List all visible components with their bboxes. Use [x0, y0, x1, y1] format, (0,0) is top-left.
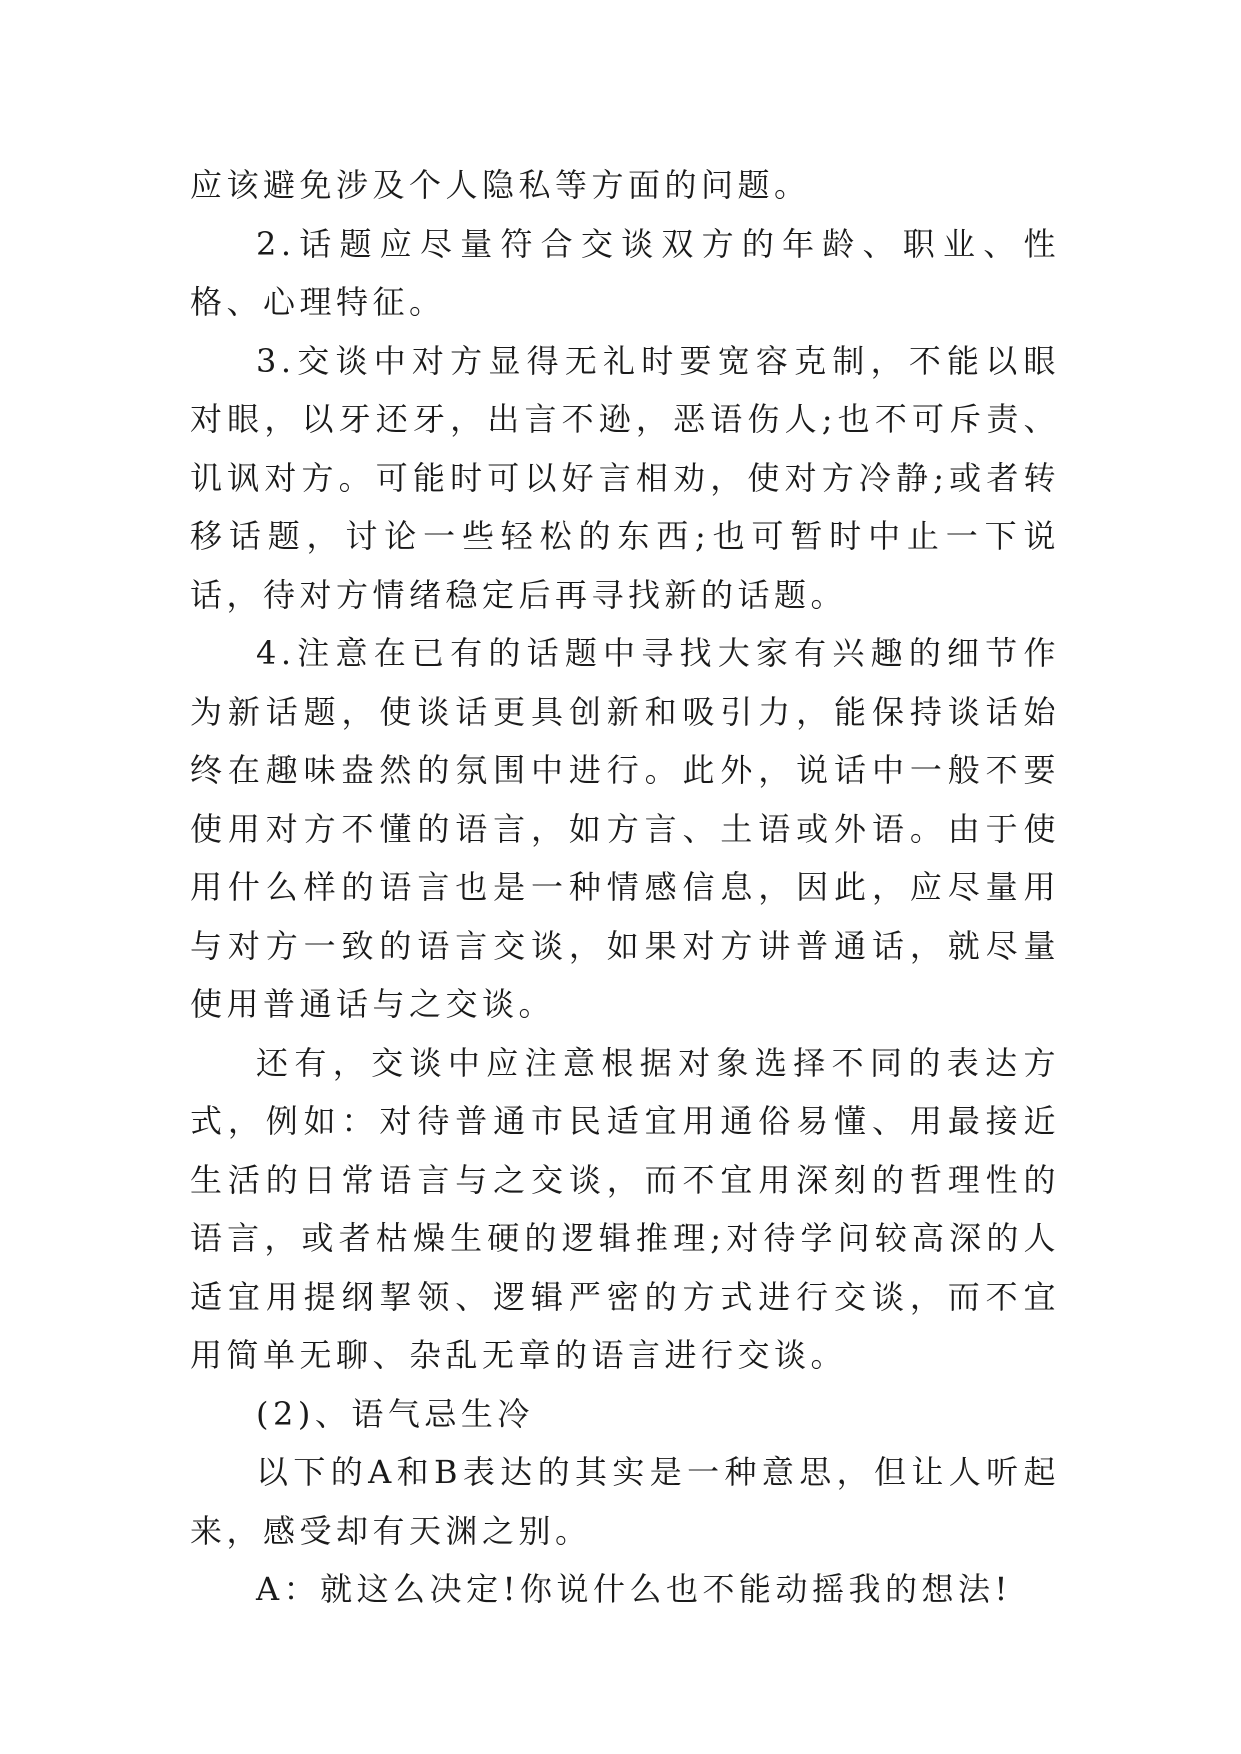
- paragraph-privacy-continuation: 应该避免涉及个人隐私等方面的问题。: [190, 166, 811, 204]
- paragraph-item-2: 2.话题应尽量符合交谈双方的年龄、职业、性格、心理特征。: [190, 224, 1060, 321]
- paragraph-a-b-intro: 以下的A和B表达的其实是一种意思，但让人听起来，感受却有天渊之别。: [190, 1453, 1060, 1550]
- paragraph-example-a: A：就这么决定!你说什么也不能动摇我的想法!: [256, 1570, 1012, 1608]
- section-heading-tone: (2)、语气忌生冷: [256, 1394, 534, 1433]
- paragraph-expression-style: 还有，交谈中应注意根据对象选择不同的表达方式，例如：对待普通市民适宜用通俗易懂、用最接近生活的日常语言与之交谈，而不宜用深刻的哲理性的语言，或者枯燥生硬的逻辑推理;对待学问较高深的人适宜用提纲挈领、逻辑严密的方式进行交谈，而不宜用简单无聊、杂乱无章的语言进行交谈。: [190, 1043, 1060, 1374]
- paragraph-item-4: 4.注意在已有的话题中寻找大家有兴趣的细节作为新话题，使谈话更具创新和吸引力，能保持谈话始终在趣味盎然的氛围中进行。此外，说话中一般不要使用对方不懂的语言，如方言、土语或外语。由于使用什么样的语言也是一种情感信息，因此，应尽量用与对方一致的语言交谈，如果对方讲普通话，就尽量使用普通话与之交谈。: [190, 634, 1060, 1023]
- paragraph-item-3: 3.交谈中对方显得无礼时要宽容克制，不能以眼对眼，以牙还牙，出言不逊，恶语伤人;也不可斥责、讥讽对方。可能时可以好言相劝，使对方冷静;或者转移话题，讨论一些轻松的东西;也可暂时中止一下说话，待对方情绪稳定后再寻找新的话题。: [190, 341, 1060, 614]
- document-body: [190, 156, 1060, 1619]
